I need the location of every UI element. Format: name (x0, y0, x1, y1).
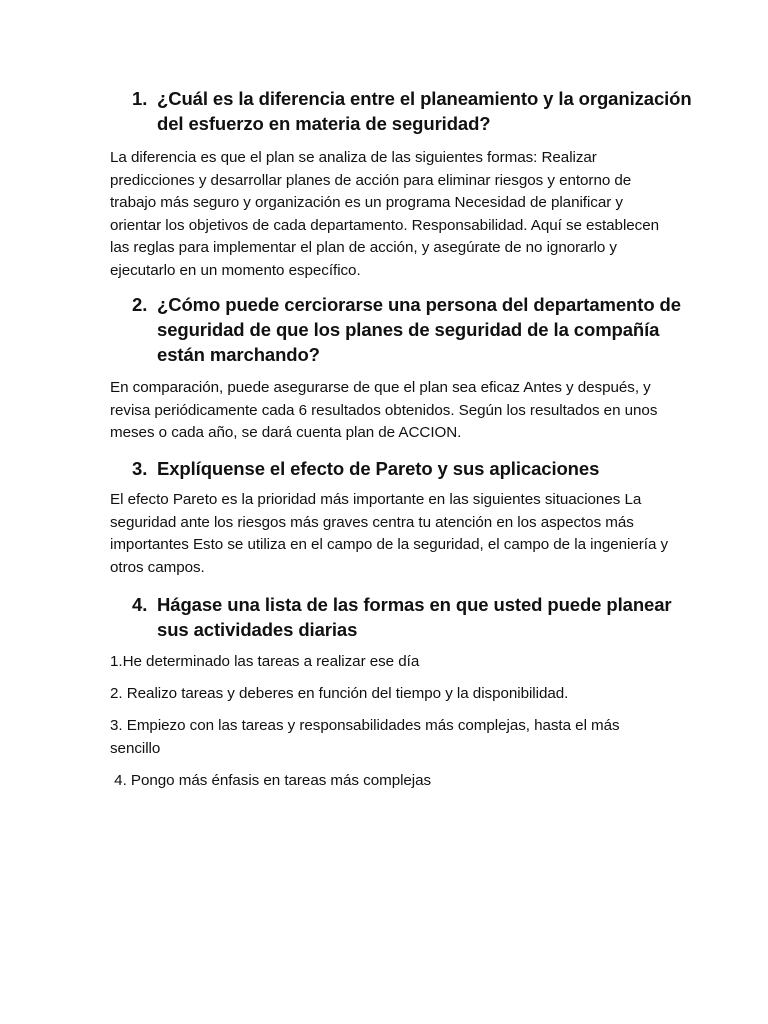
question-text: ¿Cuál es la diferencia entre el planeamiento y la organización del esfuerzo en materia de seguridad? (157, 88, 692, 134)
question-text: Hágase una lista de las formas en que usted puede planear sus actividades diarias (157, 594, 672, 640)
question-2 (132, 292, 692, 367)
question-number: 2. (132, 294, 148, 315)
list-item: 1.He determinado las tareas a realizar ese día (110, 653, 420, 670)
question-number: 3. (132, 458, 148, 479)
question-4 (132, 592, 692, 642)
answer-1: La diferencia es que el plan se analiza de las siguientes formas: Realizar predicciones y desarrollar planes de acción para eliminar riesgos y entorno de trabajo más seguro y organización es un programa Necesidad de planificar y orientar los objetivos de cada departamento. Responsabilidad. Aquí se establecen las reglas para implementar el plan de acción, y asegúrate de no ignorarlo y ejecutarlo en un momento específico. (110, 149, 660, 279)
answer-2: En comparación, puede asegurarse de que el plan sea eficaz Antes y después, y revisa periódicamente cada 6 resultados obtenidos. Según los resultados en unos meses o cada año, se dará cuenta plan de ACCION. (110, 379, 658, 441)
list-item: 2. Realizo tareas y deberes en función del tiempo y la disponibilidad. (110, 685, 569, 702)
list-item: 3. Empiezo con las tareas y responsabilidades más complejas, hasta el más sencillo (110, 717, 620, 757)
question-text: ¿Cómo puede cerciorarse una persona del departamento de seguridad de que los planes de seguridad de la compañía están marchando? (157, 294, 681, 365)
list-item: 4. Pongo más énfasis en tareas más complejas (110, 772, 432, 789)
question-text: Explíquense el efecto de Pareto y sus aplicaciones (157, 458, 600, 479)
question-3 (132, 456, 692, 481)
question-1 (132, 86, 692, 136)
question-number: 4. (132, 594, 148, 615)
answer-3: El efecto Pareto es la prioridad más importante en las siguientes situaciones La seguridad ante los riesgos más graves centra tu atención en los aspectos más importantes Esto se utiliza en el campo de la seguridad, el campo de la ingeniería y otros campos. (110, 491, 669, 576)
question-number: 1. (132, 88, 148, 109)
